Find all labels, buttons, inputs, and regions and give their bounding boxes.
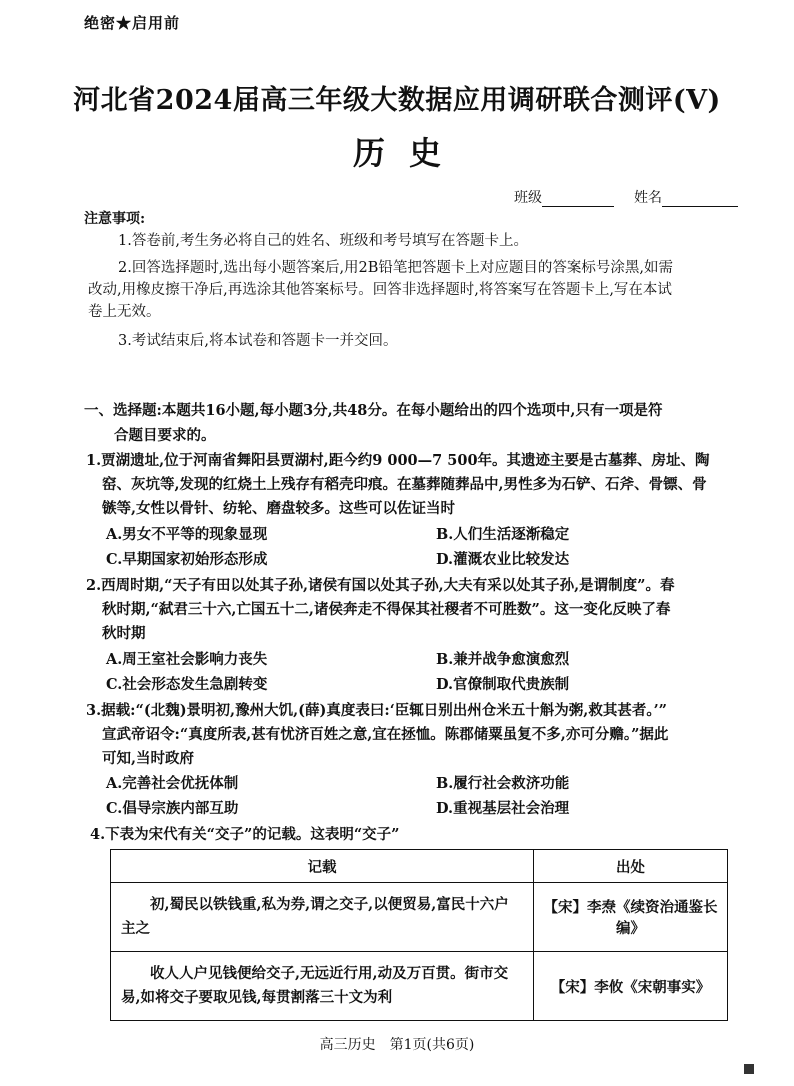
name-blank[interactable] <box>662 192 738 207</box>
notice-heading: 注意事项: <box>84 211 146 227</box>
q1-option-b[interactable]: B.人们生活逐渐稳定 <box>436 526 570 543</box>
class-label: 班级 <box>514 190 542 206</box>
notice-line: 3.考试结束后,将本试卷和答题卡一并交回。 <box>118 333 398 349</box>
q2-option-a[interactable]: A.周王室社会影响力丧失 <box>106 651 268 668</box>
q2-option-d[interactable]: D.官僚制取代贵族制 <box>436 676 570 693</box>
question-2-line: 2.西周时期,“天子有田以处其子孙,诸侯有国以处其子孙,大夫有采以处其子孙,是谓制度”。春 <box>86 577 675 594</box>
notice-line: 卷上无效。 <box>88 304 161 320</box>
class-blank[interactable] <box>542 192 614 207</box>
column-header-record: 记载 <box>111 850 534 883</box>
column-header-source: 出处 <box>534 850 728 883</box>
question-1-line: 镞等,女性以骨针、纺轮、磨盘较多。这些可以佐证当时 <box>102 500 456 517</box>
qr-badge-icon <box>744 1062 790 1076</box>
question-3-line: 宣武帝诏令:“真度所表,甚有忧济百姓之意,宜在拯恤。陈郡储粟虽复不多,亦可分赡。”据此 <box>102 726 669 743</box>
qr-square-icon <box>744 1064 754 1074</box>
question-4-line: 4.下表为宋代有关“交子”的记载。这表明“交子” <box>90 826 400 843</box>
q3-option-d[interactable]: D.重视基层社会治理 <box>436 800 570 817</box>
notice-line: 改动,用橡皮擦干净后,再选涂其他答案标号。回答非选择题时,将答案写在答题卡上,写在本试 <box>88 282 672 298</box>
source-cell: 【宋】李攸《宋朝事实》 <box>534 952 728 1021</box>
jiaozi-records-table <box>110 849 728 1021</box>
section-heading-cont: 合题目要求的。 <box>114 427 216 444</box>
exam-title: 河北省2024届高三年级大数据应用调研联合测评(Ⅴ) <box>73 85 721 116</box>
question-3-line: 可知,当时政府 <box>102 750 195 767</box>
question-2-line: 秋时期 <box>102 625 146 642</box>
notice-line: 1.答卷前,考生务必将自己的姓名、班级和考号填写在答题卡上。 <box>118 233 528 249</box>
q1-option-c[interactable]: C.早期国家初始形态形成 <box>106 551 268 568</box>
source-cell: 【宋】李焘《续资治通鉴长编》 <box>534 883 728 952</box>
q3-option-b[interactable]: B.履行社会救济功能 <box>436 775 570 792</box>
page-footer: 高三历史 第1页(共6页) <box>319 1037 475 1053</box>
record-cell: 初,蜀民以铁钱重,私为券,谓之交子,以便贸易,富民十六户主之 <box>111 883 534 952</box>
q3-option-a[interactable]: A.完善社会优抚体制 <box>106 775 239 792</box>
subject-title: 历史 <box>352 134 465 172</box>
question-1-line: 窑、灰坑等,发现的红烧土上残存有稻壳印痕。在墓葬随葬品中,男性多为石铲、石斧、骨镖、骨 <box>102 476 707 493</box>
name-field[interactable] <box>634 187 738 207</box>
q1-option-d[interactable]: D.灌溉农业比较发达 <box>436 551 570 568</box>
q2-option-b[interactable]: B.兼并战争愈演愈烈 <box>436 651 570 668</box>
q1-option-a[interactable]: A.男女不平等的现象显现 <box>106 526 268 543</box>
q3-option-c[interactable]: C.倡导宗族内部互助 <box>106 800 239 817</box>
confidential-mark: 绝密★启用前 <box>84 14 181 32</box>
table-header-row <box>111 850 728 883</box>
question-3-line: 3.据载:“(北魏)景明初,豫州大饥,(薛)真度表曰:‘臣辄日别出州仓米五十斛为粥,救其甚者。’” <box>86 702 667 719</box>
record-cell: 收人人户见钱便给交子,无远近行用,动及万百贯。街市交易,如将交子要取见钱,每贯割落三十文为利 <box>111 952 534 1021</box>
question-2-line: 秋时期,“弑君三十六,亡国五十二,诸侯奔走不得保其社稷者不可胜数”。这一变化反映了春 <box>102 601 671 618</box>
table-row <box>111 952 728 1021</box>
question-1-line: 1.贾湖遗址,位于河南省舞阳县贾湖村,距今约9 000—7 500年。其遗迹主要是古墓葬、房址、陶 <box>86 452 710 469</box>
section-heading: 一、选择题:本题共16小题,每小题3分,共48分。在每小题给出的四个选项中,只有一项是符 <box>84 402 663 419</box>
class-field[interactable] <box>514 187 614 207</box>
notice-line: 2.回答选择题时,选出每小题答案后,用2B铅笔把答题卡上对应题目的答案标号涂黑,如需 <box>118 260 674 276</box>
name-label: 姓名 <box>634 190 662 206</box>
q2-option-c[interactable]: C.社会形态发生急剧转变 <box>106 676 268 693</box>
table-row <box>111 883 728 952</box>
